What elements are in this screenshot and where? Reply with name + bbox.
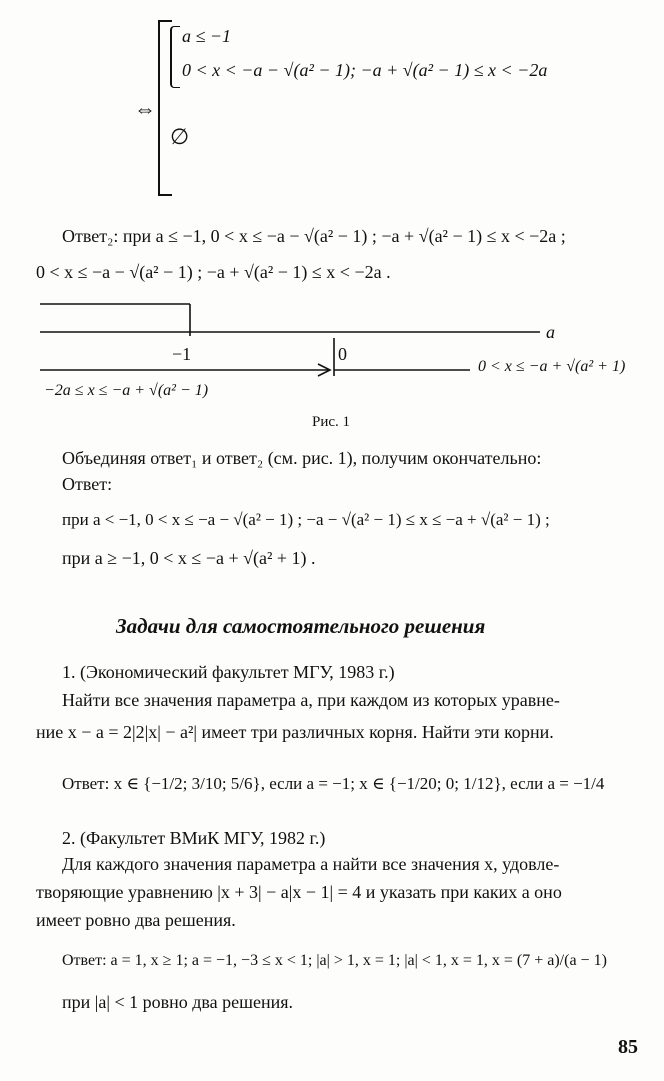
empty-set-symbol: ∅ xyxy=(170,124,190,149)
axis-label-a: a xyxy=(546,322,555,342)
problem2-text-2: творяющие уравнению |x + 3| − a|x − 1| = 4 и указать при каких a оно xyxy=(36,882,562,902)
problem2-header: 2. (Факультет ВМиК МГУ, 1982 г.) xyxy=(62,828,326,848)
system-line-2: 0 < x < −a − √(a² − 1); −a + √(a² − 1) ≤ x < −2a xyxy=(182,60,548,80)
system-line-1: a ≤ −1 xyxy=(182,26,232,46)
problem2-answer: Ответ: a = 1, x ≥ 1; a = −1, −3 ≤ x < 1; |a| > 1, x = 1; |a| < 1, x = 1, x = (7 + a)/(a − 1) xyxy=(62,952,607,969)
problem2-note: при |a| < 1 ровно два решения. xyxy=(62,992,294,1012)
problem1-text-2: ние x − a = 2|2|x| − a²| имеет три различных корня. Найти эти корни. xyxy=(36,722,554,742)
figure-caption: Рис. 1 xyxy=(312,414,351,430)
problem1-text-1: Найти все значения параметра a, при каждом из которых уравне- xyxy=(62,690,560,710)
combined-line-2: при a ≥ −1, 0 < x ≤ −a + √(a² + 1) . xyxy=(62,548,316,568)
system-inner-brace xyxy=(170,26,180,88)
page-number: 85 xyxy=(618,1036,638,1058)
tick-label-minus-one: −1 xyxy=(172,344,192,364)
problem1-answer: Ответ: x ∈ {−1/2; 3/10; 5/6}, если a = −1; x ∈ {−1/20; 0; 1/12}, если a = −1/4 xyxy=(62,774,605,793)
problem1-header: 1. (Экономический факультет МГУ, 1983 г.) xyxy=(62,662,395,682)
tick-label-zero: 0 xyxy=(338,344,347,364)
answer2-line-2: 0 < x ≤ −a − √(a² − 1) ; −a + √(a² − 1) ≤ x < −2a . xyxy=(36,262,391,282)
problem2-text-1: Для каждого значения параметра a найти все значения x, удовле- xyxy=(62,854,560,874)
interval-label-left: −2a ≤ x ≤ −a + √(a² − 1) xyxy=(44,382,209,399)
combined-answer-label: Ответ: xyxy=(62,474,113,494)
answer2-line-1: Ответ₂: при a ≤ −1, 0 < x ≤ −a − √(a² − 1) ; −a + √(a² − 1) ≤ x < −2a ; xyxy=(62,226,566,246)
problem2-text-3: имеет ровно два решения. xyxy=(36,910,236,930)
equivalence-arrow: ⇔ xyxy=(134,96,156,121)
interval-label-right: 0 < x ≤ −a + √(a² + 1) xyxy=(478,358,626,375)
section-title: Задачи для самостоятельного решения xyxy=(116,614,486,638)
combined-intro: Объединяя ответ₁ и ответ₂ (см. рис. 1), получим окончательно: xyxy=(62,448,542,468)
combined-line-1: при a < −1, 0 < x ≤ −a − √(a² − 1) ; −a − √(a² − 1) ≤ x ≤ −a + √(a² − 1) ; xyxy=(62,510,550,529)
